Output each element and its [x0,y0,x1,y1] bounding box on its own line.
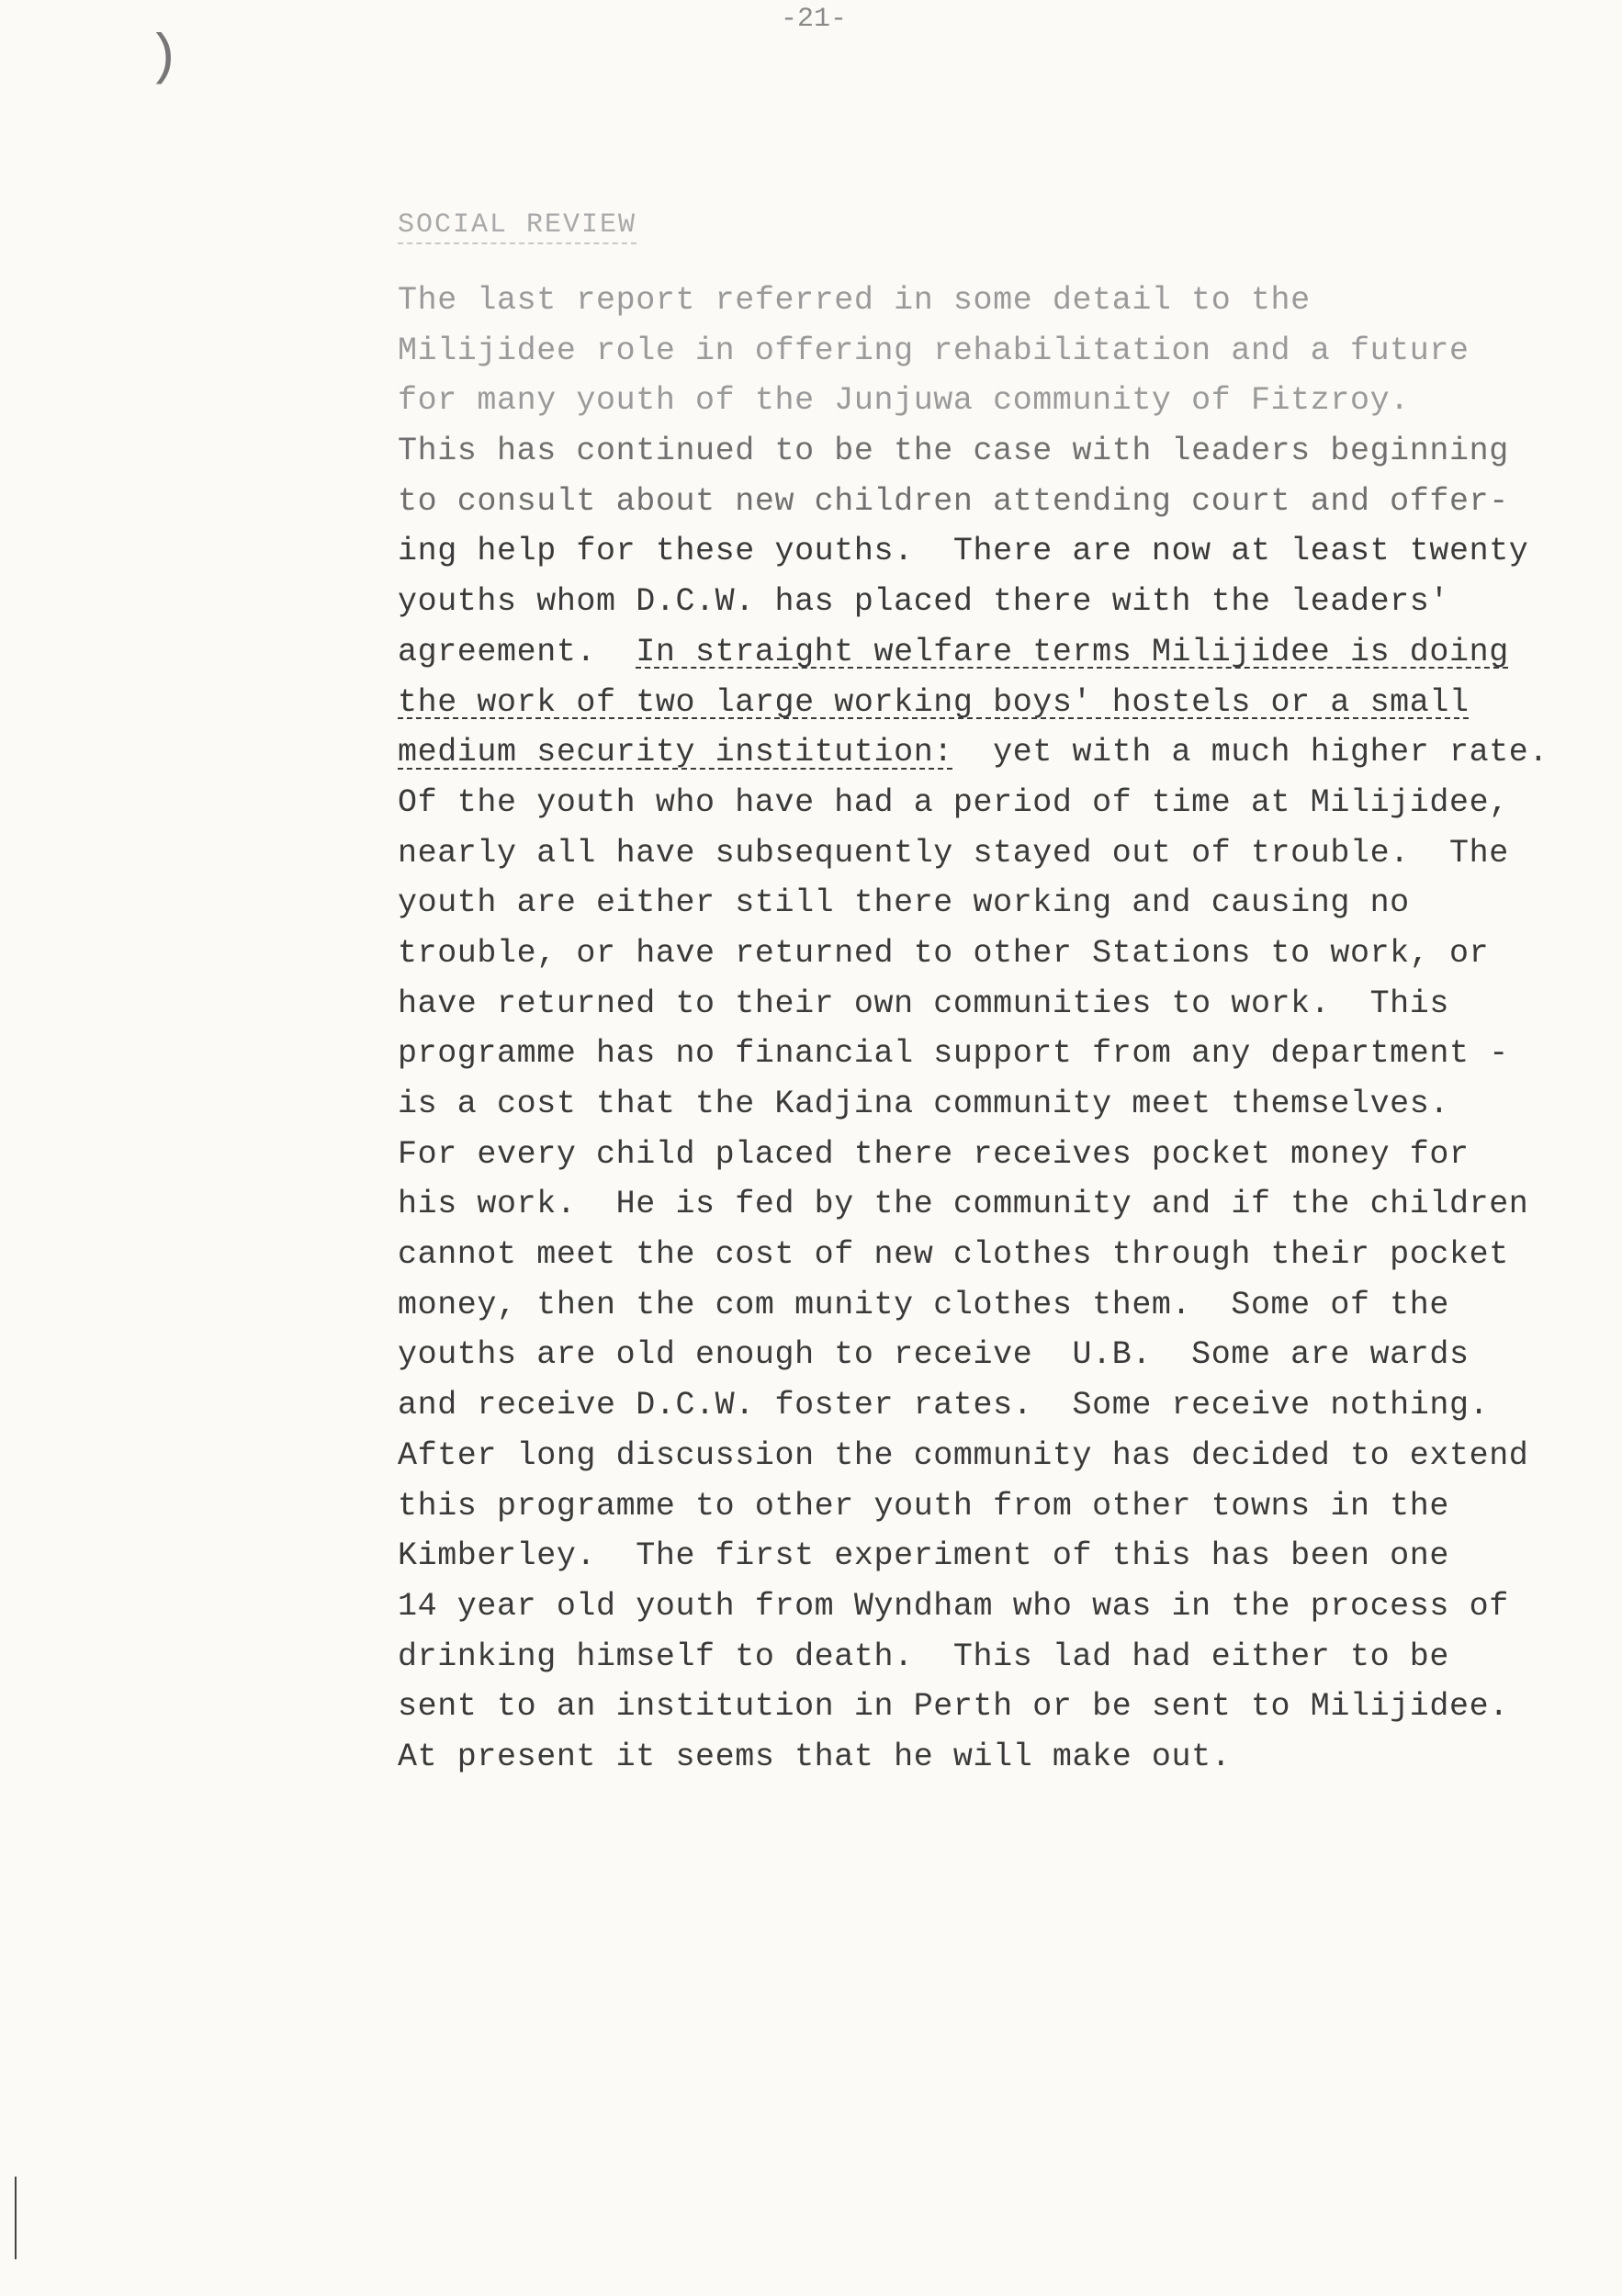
text-line [398,727,1549,778]
text-segment: yet with a much higher rate. [952,734,1549,771]
text-line [398,878,1549,929]
text-line [398,979,1549,1030]
text-segment: cannot meet the cost of new clothes through their pocket [398,1236,1509,1274]
margin-rule [15,2177,17,2259]
text-line [398,627,1549,678]
text-segment: is a cost that the Kadjina community meet themselves. [398,1086,1449,1122]
text-line [398,1380,1549,1431]
text-line [398,276,1549,326]
text-line [398,1179,1549,1230]
text-segment: At present it seems that he will make out. [398,1738,1232,1775]
text-segment: and receive D.C.W. foster rates. Some receive nothing. [398,1387,1490,1424]
text-line [398,1330,1549,1380]
text-line [398,426,1549,477]
text-line [398,1280,1549,1331]
margin-bracket-mark: ) [147,28,181,90]
text-segment: The last report referred in some detail to the [398,282,1311,319]
text-segment: This has continued to be the case with leaders beginning [398,433,1509,470]
underlined-text: In straight welfare terms Milijidee is doing [636,633,1509,670]
text-line [398,1481,1549,1532]
text-line [398,1732,1549,1783]
text-line [398,1079,1549,1130]
text-line [398,326,1549,377]
text-line [398,577,1549,627]
text-segment: for many youth of the Junjuwa community of Fitzroy. [398,382,1410,420]
text-line [398,477,1549,527]
text-segment: agreement. [398,633,636,670]
text-line [398,1632,1549,1683]
text-segment: Milijidee role in offering rehabilitation and a future [398,332,1470,369]
text-segment: 14 year old youth from Wyndham who was in the process of [398,1587,1509,1625]
text-line [398,1682,1549,1732]
underlined-text: the work of two large working boys' hostels or a small [398,683,1470,721]
text-segment: nearly all have subsequently stayed out of trouble. The [398,834,1509,872]
text-line [398,678,1549,728]
text-line [398,1230,1549,1280]
text-segment: to consult about new children attending court and offer- [398,482,1509,520]
underlined-text: medium security institution: [398,734,953,771]
text-segment: youths are old enough to receive U.B. Some are wards [398,1336,1470,1374]
document-body [398,276,1549,1783]
text-line [398,1029,1549,1079]
text-segment: ing help for these youths. There are now at least twenty [398,533,1529,570]
text-segment: trouble, or have returned to other Stations to work, or [398,934,1490,972]
text-segment: For every child placed there receives pocket money for [398,1135,1470,1173]
section-heading: SOCIAL REVIEW [398,209,636,244]
text-line [398,1581,1549,1632]
text-segment: drinking himself to death. This lad had either to be [398,1638,1449,1675]
text-line [398,1531,1549,1581]
text-segment: Kimberley. The first experiment of this has been one [398,1537,1449,1575]
text-segment: programme has no financial support from any department - [398,1035,1509,1073]
text-line [398,828,1549,879]
text-segment: youth are either still there working and causing no [398,884,1410,922]
text-segment: his work. He is fed by the community and if the children [398,1186,1529,1223]
text-segment: After long discussion the community has decided to extend [398,1436,1529,1474]
text-line [398,1130,1549,1180]
page-number: -21- [781,4,848,35]
text-segment: sent to an institution in Perth or be sent to Milijidee. [398,1688,1509,1726]
text-line [398,376,1549,426]
text-line [398,1431,1549,1481]
text-segment: have returned to their own communities to work. This [398,985,1449,1022]
text-segment: this programme to other youth from other towns in the [398,1487,1449,1525]
text-line [398,929,1549,979]
text-line [398,526,1549,577]
text-segment: youths whom D.C.W. has placed there with the leaders' [398,583,1449,621]
text-segment: Of the youth who have had a period of time at Milijidee, [398,783,1509,821]
text-line [398,778,1549,828]
text-segment: money, then the com munity clothes them. Some of the [398,1286,1449,1323]
